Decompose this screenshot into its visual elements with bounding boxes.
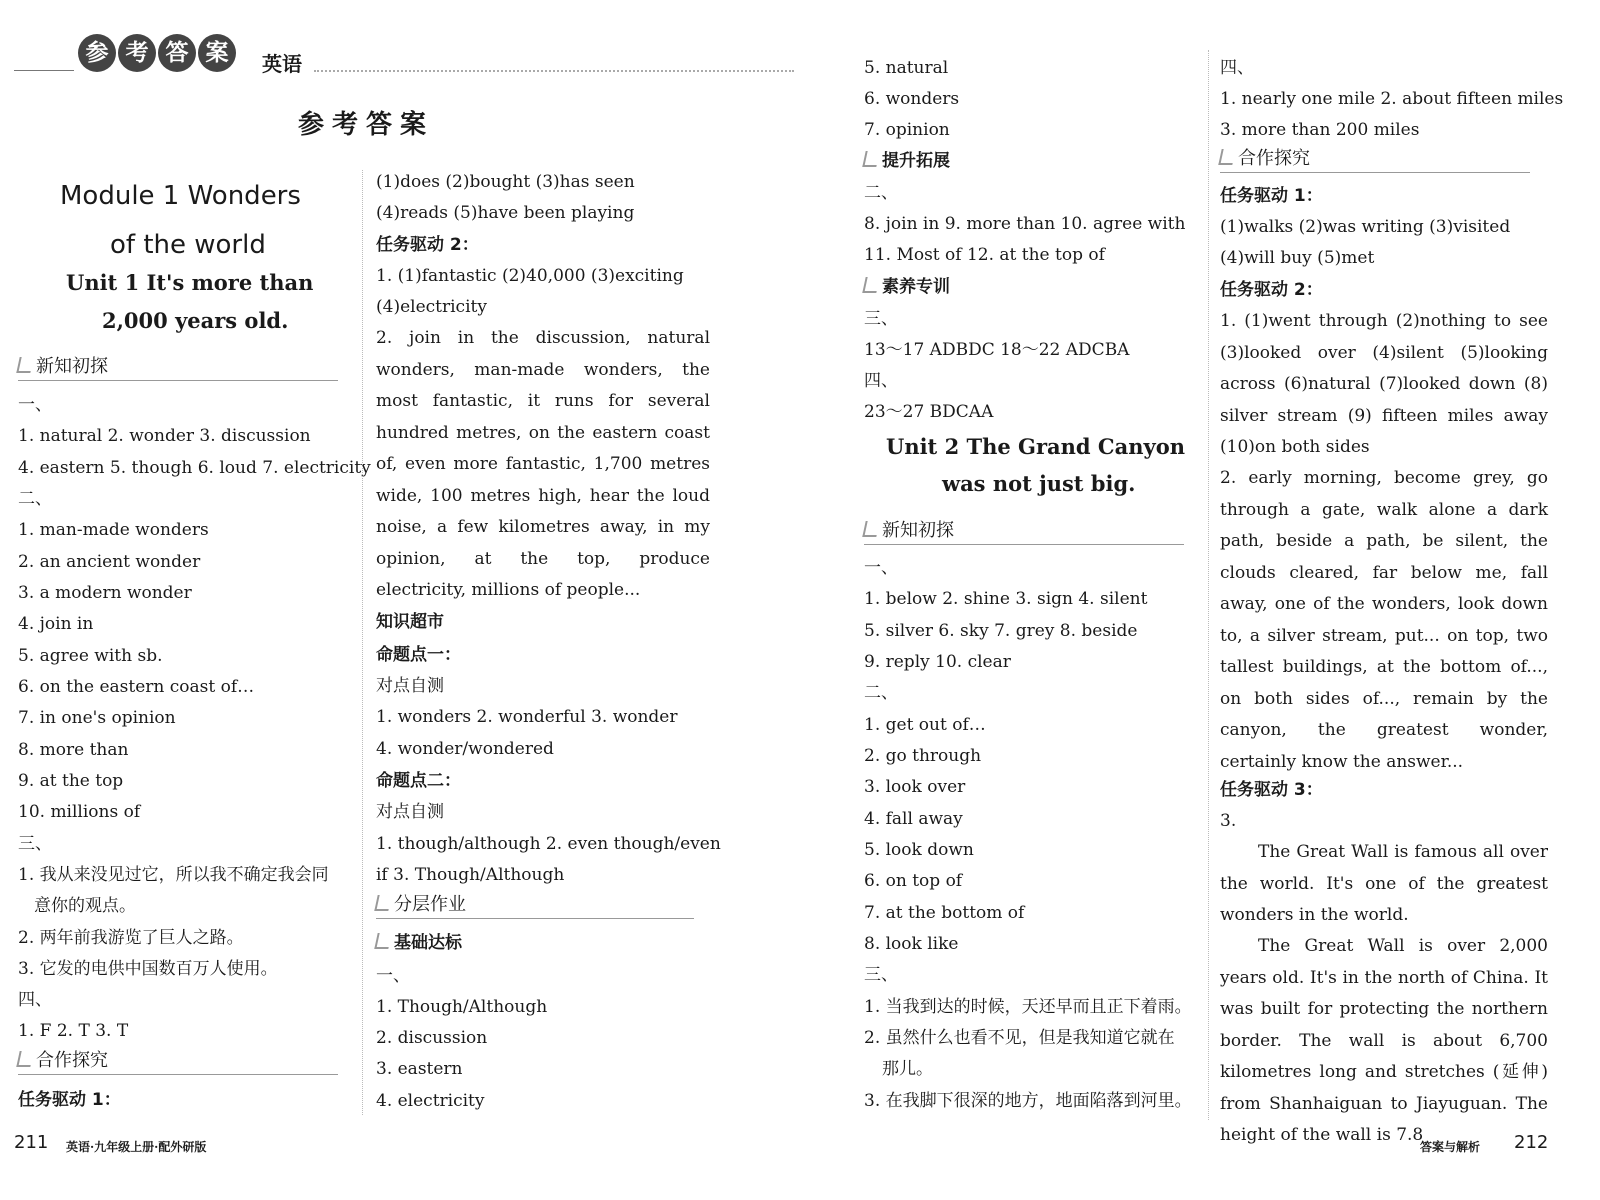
section-icon bbox=[862, 521, 879, 537]
answer-line: 7. opinion bbox=[864, 120, 950, 140]
answer-line: 那儿。 bbox=[882, 1059, 933, 1079]
section-icon bbox=[16, 1051, 33, 1067]
header-subject: 英语 bbox=[262, 52, 302, 76]
answer-line: 3. bbox=[1220, 811, 1237, 831]
header-badge: 案 bbox=[198, 34, 236, 72]
section-rule bbox=[864, 544, 1184, 545]
answer-line: 9. reply 10. clear bbox=[864, 652, 1011, 672]
answer-line: 3. a modern wonder bbox=[18, 583, 192, 603]
answer-paragraph: 1. (1)went through (2)nothing to see (3)looked over (4)silent (5)looking across (6)natural (7)looked down (8) silver stream (9) fifteen miles away (10)on both sides bbox=[1220, 311, 1548, 457]
answer-line: 8. more than bbox=[18, 740, 129, 760]
answer-line: 8. join in 9. more than 10. agree with bbox=[864, 214, 1186, 234]
essay-paragraph: The Great Wall is famous all over the world. It's one of the greatest wonders in the world. bbox=[1220, 842, 1548, 925]
answer-line: 3. eastern bbox=[376, 1059, 463, 1079]
section-label: 新知初探 bbox=[36, 356, 108, 377]
unit2-title-line1: Unit 2 The Grand Canyon bbox=[886, 434, 1185, 459]
answer-line: 1. get out of… bbox=[864, 715, 986, 735]
section-icon bbox=[1218, 149, 1235, 165]
column-4 bbox=[1220, 0, 1564, 1200]
section-improve bbox=[864, 150, 950, 172]
answer-line: 7. at the bottom of bbox=[864, 903, 1025, 923]
answer-line: 4. wonder/wondered bbox=[376, 739, 554, 759]
answer-line: 三、 bbox=[18, 834, 52, 854]
answer-line: 1. man-made wonders bbox=[18, 520, 209, 540]
section-icon bbox=[374, 933, 391, 949]
section-icon bbox=[862, 277, 879, 293]
answer-line: 3. look over bbox=[864, 777, 966, 797]
answer-line: 23～27 BDCAA bbox=[864, 402, 994, 422]
module-title-line1: Module 1 Wonders bbox=[60, 181, 301, 211]
section-rule bbox=[376, 918, 694, 919]
essay-paragraph: The Great Wall is over 2,000 years old. It's in the north of China. It was built for protecting the northern border. The wall is about 6,700 kilometres long and stretches (延伸) from Shanhaiguan to Jiayuguan. The height of the wall is 7.8 bbox=[1220, 936, 1548, 1145]
answer-line: 2. 两年前我游览了巨人之路。 bbox=[18, 928, 244, 948]
section-label: 分层作业 bbox=[394, 894, 466, 915]
task-heading: 任务驱动 2： bbox=[376, 235, 479, 255]
answer-line: 10. millions of bbox=[18, 802, 141, 822]
answer-line: 对点自测 bbox=[376, 802, 444, 822]
page-number-left: 211 bbox=[14, 1132, 49, 1153]
section-label: 素养专训 bbox=[882, 277, 950, 297]
section-label: 提升拓展 bbox=[882, 151, 950, 171]
answer-line: 2. an ancient wonder bbox=[18, 552, 201, 572]
answer-line: 2. discussion bbox=[376, 1028, 488, 1048]
answer-line: 1. natural 2. wonder 3. discussion bbox=[18, 426, 311, 446]
answer-line: 1. below 2. shine 3. sign 4. silent bbox=[864, 589, 1148, 609]
answer-line: if 3. Though/Although bbox=[376, 865, 565, 885]
answer-line: 6. on top of bbox=[864, 871, 963, 891]
answer-line: 8. look like bbox=[864, 934, 959, 954]
header-badge: 参 bbox=[78, 34, 116, 72]
answer-line: 5. natural bbox=[864, 58, 949, 78]
answer-line: 4. electricity bbox=[376, 1091, 485, 1111]
task-heading: 任务驱动 3： bbox=[1220, 780, 1323, 800]
section-new-knowledge-2 bbox=[864, 520, 954, 542]
answer-line: 四、 bbox=[18, 990, 52, 1010]
section-icon bbox=[862, 151, 879, 167]
answer-line: 1. (1)fantastic (2)40,000 (3)exciting bbox=[376, 266, 684, 286]
answer-line: 9. at the top bbox=[18, 771, 124, 791]
column-2 bbox=[376, 0, 721, 1200]
header-badge: 考 bbox=[118, 34, 156, 72]
page-title: 参考答案 bbox=[298, 110, 435, 140]
answer-line: 1. 我从来没见过它，所以我不确定我会同 bbox=[18, 865, 329, 885]
answer-line: 1. 当我到达的时候，天还早而且正下着雨。 bbox=[864, 997, 1192, 1017]
answer-line: 一、 bbox=[376, 966, 410, 986]
answer-line: (1)does (2)bought (3)has seen bbox=[376, 172, 635, 192]
section-label: 合作探究 bbox=[1238, 148, 1310, 169]
section-new-knowledge bbox=[18, 356, 108, 378]
answer-line: 1. though/although 2. even though/even bbox=[376, 834, 721, 854]
answer-line: 1. wonders 2. wonderful 3. wonder bbox=[376, 707, 678, 727]
section-rule bbox=[18, 380, 338, 381]
answer-line: 4. fall away bbox=[864, 809, 963, 829]
header-badge: 答 bbox=[158, 34, 196, 72]
answer-line: 5. silver 6. sky 7. grey 8. beside bbox=[864, 621, 1138, 641]
section-rule bbox=[1220, 172, 1530, 173]
footer-section-info: 答案与解析 bbox=[1420, 1140, 1481, 1154]
section-icon bbox=[16, 357, 33, 373]
answer-paragraph: 2. join in the discussion, natural wonders, man-made wonders, the most fantastic, it runs for several hundred metres, on the eastern coast of, even more fantastic, 1,700 metres wide, 100 metres high, hear the loud noise, a few kilometres away, in my opinion, at the top, produce electricity, millions of people... bbox=[376, 328, 710, 600]
answer-line: 6. wonders bbox=[864, 89, 960, 109]
answer-line: 意你的观点。 bbox=[34, 896, 136, 916]
unit1-title-line1: Unit 1 It's more than bbox=[66, 270, 314, 295]
task-heading: 任务驱动 1： bbox=[1220, 186, 1323, 206]
section-icon bbox=[374, 895, 391, 911]
answer-line: (4)electricity bbox=[376, 297, 487, 317]
column-divider bbox=[362, 170, 363, 1115]
section-rule bbox=[18, 1074, 338, 1075]
answer-line: 二、 bbox=[18, 489, 52, 509]
section-label: 新知初探 bbox=[882, 520, 954, 541]
unit1-title-line2: 2,000 years old. bbox=[102, 308, 289, 333]
answer-line: 二、 bbox=[864, 183, 898, 203]
answer-line: 对点自测 bbox=[376, 676, 444, 696]
answer-line: 一、 bbox=[18, 395, 52, 415]
answer-line: 4. join in bbox=[18, 614, 94, 634]
column-divider bbox=[1208, 50, 1209, 1120]
answer-line: 四、 bbox=[864, 371, 898, 391]
section-label: 基础达标 bbox=[394, 933, 462, 953]
section-layered-homework bbox=[376, 894, 466, 916]
answer-line: 3. more than 200 miles bbox=[1220, 120, 1420, 140]
answer-line: 1. F 2. T 3. T bbox=[18, 1021, 129, 1041]
subsection-heading: 命题点一： bbox=[376, 645, 461, 665]
section-cooperation-2 bbox=[1220, 148, 1310, 170]
answer-line: 1. nearly one mile 2. about fifteen miles bbox=[1220, 89, 1564, 109]
answer-line: 7. in one's opinion bbox=[18, 708, 176, 728]
answer-line: 3. 它发的电供中国数百万人使用。 bbox=[18, 959, 278, 979]
page-number-right: 212 bbox=[1514, 1132, 1549, 1153]
section-skill-training bbox=[864, 276, 950, 298]
answer-line: 2. 虽然什么也看不见，但是我知道它就在 bbox=[864, 1028, 1175, 1048]
answer-line: 11. Most of 12. at the top of bbox=[864, 245, 1105, 265]
answer-line: (1)walks (2)was writing (3)visited bbox=[1220, 217, 1511, 237]
unit2-title-line2: was not just big. bbox=[942, 471, 1136, 496]
section-basic bbox=[376, 932, 462, 954]
answer-line: 13～17 ADBDC 18～22 ADCBA bbox=[864, 340, 1130, 360]
answer-line: 一、 bbox=[864, 558, 898, 578]
answer-line: 二、 bbox=[864, 683, 898, 703]
answer-line: 5. look down bbox=[864, 840, 974, 860]
answer-line: (4)will buy (5)met bbox=[1220, 248, 1375, 268]
answer-line: 6. on the eastern coast of… bbox=[18, 677, 255, 697]
answer-line: 2. go through bbox=[864, 746, 982, 766]
section-cooperation bbox=[18, 1050, 108, 1072]
subsection-heading: 命题点二： bbox=[376, 771, 461, 791]
task-heading: 任务驱动 2： bbox=[1220, 280, 1323, 300]
task-heading: 任务驱动 1： bbox=[18, 1090, 121, 1110]
answer-line: (4)reads (5)have been playing bbox=[376, 203, 635, 223]
answer-line: 4. eastern 5. though 6. loud 7. electricity bbox=[18, 458, 371, 478]
answer-line: 3. 在我脚下很深的地方，地面陷落到河里。 bbox=[864, 1091, 1192, 1111]
answer-line: 三、 bbox=[864, 965, 898, 985]
column-3 bbox=[864, 0, 1204, 1200]
answer-line: 5. agree with sb. bbox=[18, 646, 163, 666]
answer-line: 四、 bbox=[1220, 58, 1254, 78]
answer-line: 1. Though/Although bbox=[376, 997, 548, 1017]
answer-line: 三、 bbox=[864, 309, 898, 329]
subsection-heading: 知识超市 bbox=[376, 612, 444, 632]
section-label: 合作探究 bbox=[36, 1050, 108, 1071]
module-title-line2: of the world bbox=[110, 230, 266, 260]
footer-book-info: 英语·九年级上册·配外研版 bbox=[66, 1140, 207, 1154]
answer-paragraph: 2. early morning, become grey, go through a gate, walk alone a dark path, beside a path, be silent, the clouds cleared, far below me, fall away, one of the wonders, look down to, a silver stream, put... on top, two tallest buildings, at the bottom of..., on both sides of..., remain by the canyon, the greatest wonder, certainly know the answer... bbox=[1220, 468, 1548, 772]
